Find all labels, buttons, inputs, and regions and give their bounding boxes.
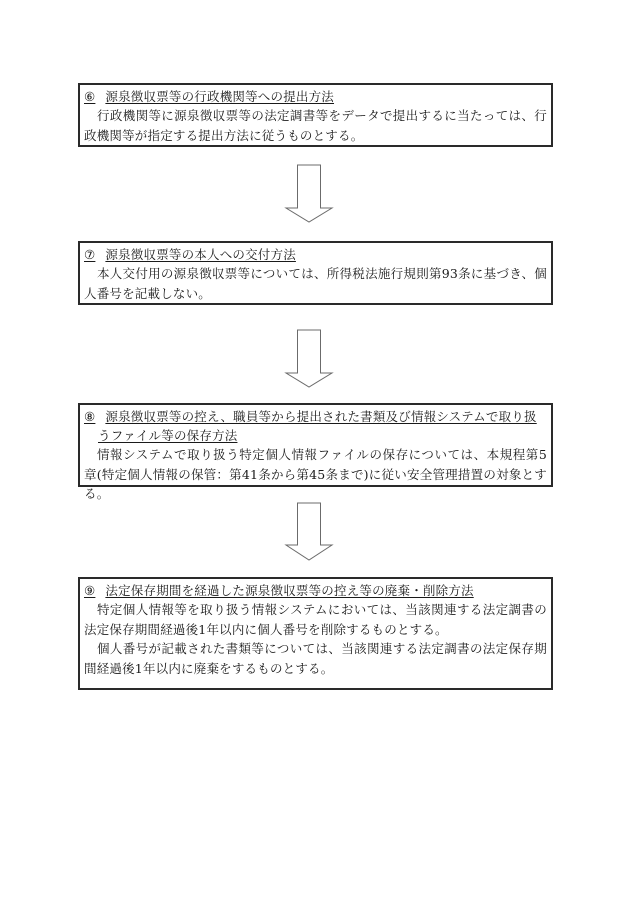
section-9-title [84,581,547,600]
section-8-paragraph-1: 情報システムで取り扱う特定個人情報ファイルの保存については、本規程第5章(特定個人情報の保管：第41条から第45条まで)に従い安全管理措置の対象とする。 [84,447,547,501]
section-9-paragraph-1: 特定個人情報等を取り扱う情報システムにおいては、当該関連する法定調書の法定保存期間経過後1年以内に個人番号を削除するものとする。 [84,602,547,637]
down-arrow-icon [284,502,334,562]
section-9-title-text: 法定保存期間を経過した源泉徴収票等の控え等の廃棄・削除方法 [105,583,474,598]
section-6-title [84,87,547,106]
section-7-title-text: 源泉徴収票等の本人への交付方法 [105,247,296,262]
down-arrow-icon [284,329,334,389]
section-7-title [84,245,547,264]
section-6-title-text: 源泉徴収票等の行政機関等への提出方法 [105,89,335,104]
section-6-number: ⑥ [84,89,96,104]
section-8-title-text: 源泉徴収票等の控え、職員等から提出された書類及び情報システムで取り扱うファイル等の保存方法 [98,409,537,443]
section-7-paragraph-1: 本人交付用の源泉徴収票等については、所得税法施行規則第93条に基づき、個人番号を記載しない。 [84,266,547,301]
section-6-box [78,83,553,147]
section-8-number: ⑧ [84,409,96,424]
section-8-title [84,407,547,445]
section-7-box [78,241,553,305]
section-9-paragraph-2: 個人番号が記載された書類等については、当該関連する法定調書の法定保存期間経過後1年以内に廃棄をするものとする。 [84,641,547,676]
down-arrow-icon [284,164,334,224]
section-9-number: ⑨ [84,583,96,598]
section-7-number: ⑦ [84,247,96,262]
section-6-paragraph-1: 行政機関等に源泉徴収票等の法定調書等をデータで提出するに当たっては、行政機関等が指定する提出方法に従うものとする。 [84,108,547,143]
section-8-box [78,403,553,501]
section-9-box [78,577,553,690]
